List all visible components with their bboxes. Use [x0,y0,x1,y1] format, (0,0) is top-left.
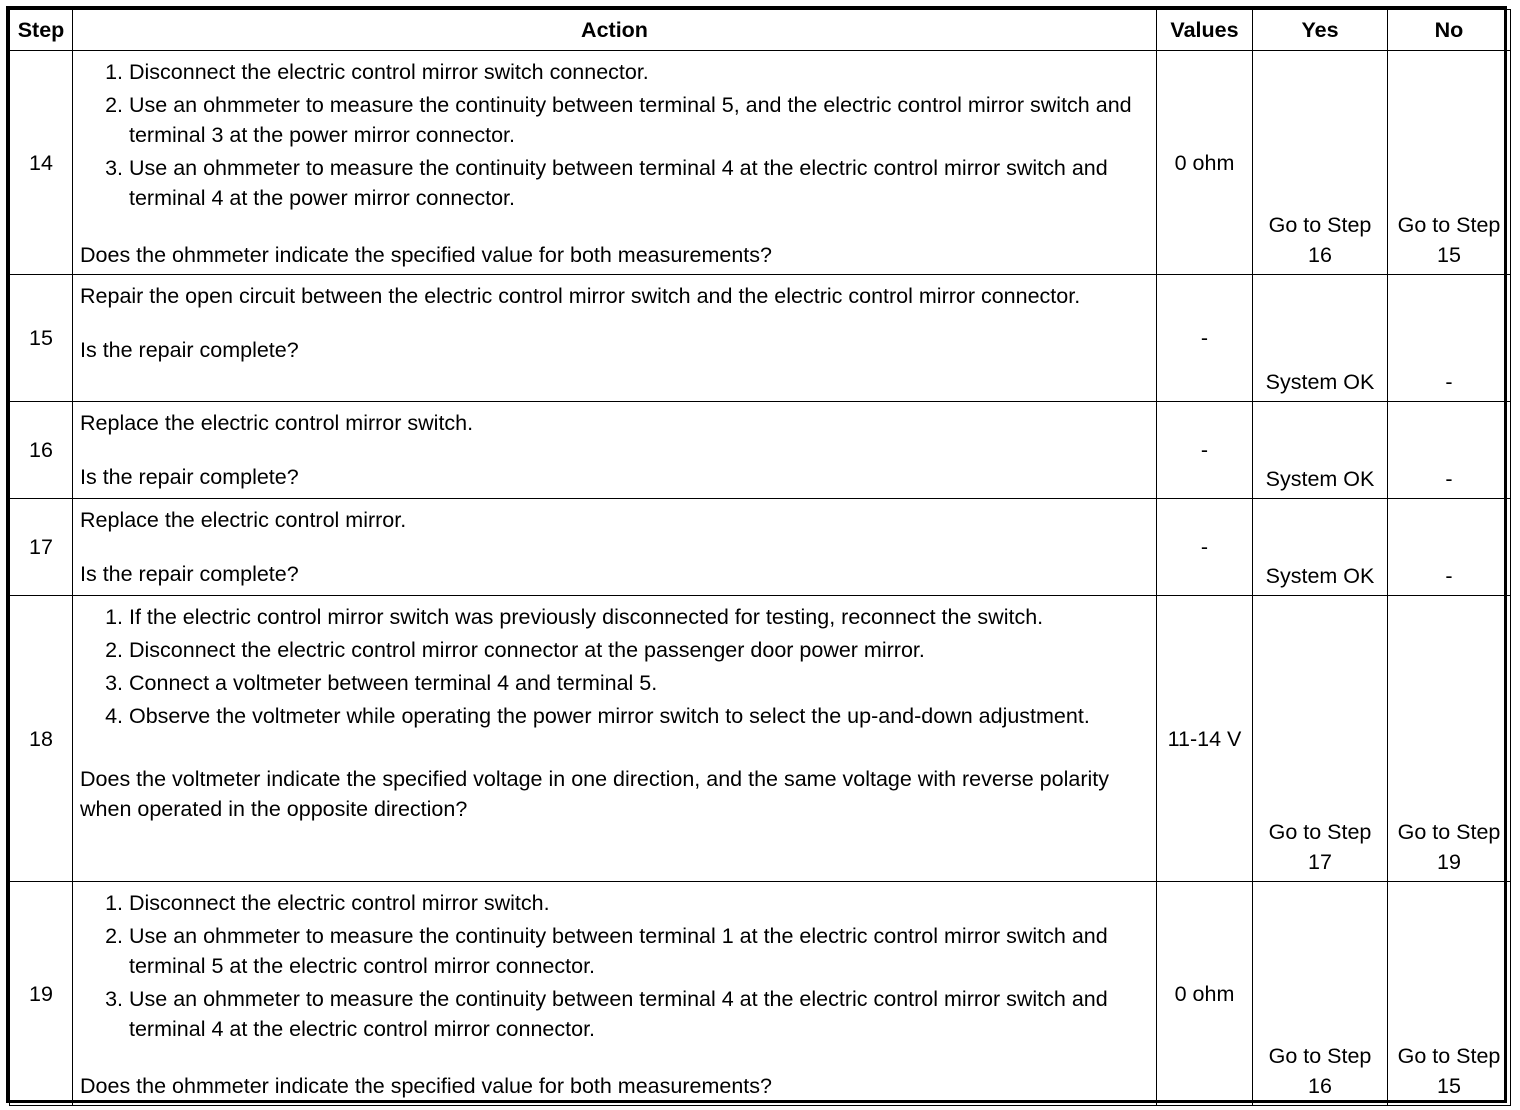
action-question: Is the repair complete? [80,465,299,489]
step-number: 15 [10,275,73,402]
header-values: Values [1157,10,1253,51]
action-question: Does the voltmeter indicate the specified voltage in one direction, and the same voltage with reverse polarity when operated in the opposite direction? [80,767,1109,821]
action-text: Replace the electric control mirror. [80,508,407,532]
action-cell [73,275,1157,402]
spacer [80,311,1146,335]
yes-cell: System OK [1253,499,1388,596]
yes-cell: Go to Step 17 [1253,596,1388,882]
action-text: Replace the electric control mirror switch. [80,411,474,435]
action-list-item: 2. Use an ohmmeter to measure the continuity between terminal 5, and the electric control mirror switch and terminal 3 at the power mirror connector. [129,90,1146,150]
action-cell [73,402,1157,499]
no-cell: Go to Step 15 [1388,51,1511,275]
action-list-item: 2. Use an ohmmeter to measure the continuity between terminal 1 at the electric control mirror switch and terminal 5 at the electric control mirror connector. [129,921,1146,981]
table-row [10,596,1511,882]
action-cell [73,882,1157,1106]
yes-cell: Go to Step 16 [1253,51,1388,275]
no-cell: Go to Step 19 [1388,596,1511,882]
header-row [10,10,1511,51]
spacer [80,1047,1146,1071]
action-question: Is the repair complete? [80,562,299,586]
step-number: 18 [10,596,73,882]
value-cell: - [1157,275,1253,402]
table-row [10,402,1511,499]
action-question: Does the ohmmeter indicate the specified value for both measurements? [80,243,772,267]
header-step: Step [10,10,73,51]
action-list-item: 1. If the electric control mirror switch was previously disconnected for testing, reconnect the switch. [129,602,1146,632]
action-list-item: 3. Connect a voltmeter between terminal 4 and terminal 5. [129,668,1146,698]
value-cell: - [1157,499,1253,596]
action-question: Does the ohmmeter indicate the specified value for both measurements? [80,1074,772,1098]
value-cell: 11-14 V [1157,596,1253,882]
step-number: 17 [10,499,73,596]
action-list [80,888,1146,1044]
yes-cell: Go to Step 16 [1253,882,1388,1106]
action-cell [73,499,1157,596]
action-list [80,57,1146,213]
step-number: 14 [10,51,73,275]
table-row [10,882,1511,1106]
table-row [10,499,1511,596]
yes-cell: System OK [1253,402,1388,499]
action-list-item: 3. Use an ohmmeter to measure the continuity between terminal 4 at the electric control mirror switch and terminal 4 at the power mirror connector. [129,153,1146,213]
diagnostic-table-frame [6,6,1507,1103]
step-number: 16 [10,402,73,499]
value-cell: 0 ohm [1157,882,1253,1106]
action-text: Repair the open circuit between the electric control mirror switch and the electric control mirror connector. [80,284,1081,308]
action-question: Is the repair complete? [80,338,299,362]
action-cell [73,596,1157,882]
header-action: Action [73,10,1157,51]
action-list [80,602,1146,731]
yes-cell: System OK [1253,275,1388,402]
spacer [80,535,1146,559]
no-cell: Go to Step 15 [1388,882,1511,1106]
no-cell: - [1388,499,1511,596]
no-cell: - [1388,275,1511,402]
spacer [80,216,1146,240]
value-cell: - [1157,402,1253,499]
value-cell: 0 ohm [1157,51,1253,275]
action-list-item: 2. Disconnect the electric control mirror connector at the passenger door power mirror. [129,635,1146,665]
action-cell [73,51,1157,275]
step-number: 19 [10,882,73,1106]
action-list-item: 3. Use an ohmmeter to measure the continuity between terminal 4 at the electric control mirror switch and terminal 4 at the electric control mirror connector. [129,984,1146,1044]
spacer [80,438,1146,462]
action-list-item: 4. Observe the voltmeter while operating the power mirror switch to select the up-and-down adjustment. [129,701,1146,731]
action-list-item: 1. Disconnect the electric control mirror switch connector. [129,57,1146,87]
action-list-item: 1. Disconnect the electric control mirror switch. [129,888,1146,918]
table-row [10,51,1511,275]
header-yes: Yes [1253,10,1388,51]
diagnostic-table [9,9,1511,1106]
no-cell: - [1388,402,1511,499]
spacer [80,734,1146,764]
table-row [10,275,1511,402]
header-no: No [1388,10,1511,51]
